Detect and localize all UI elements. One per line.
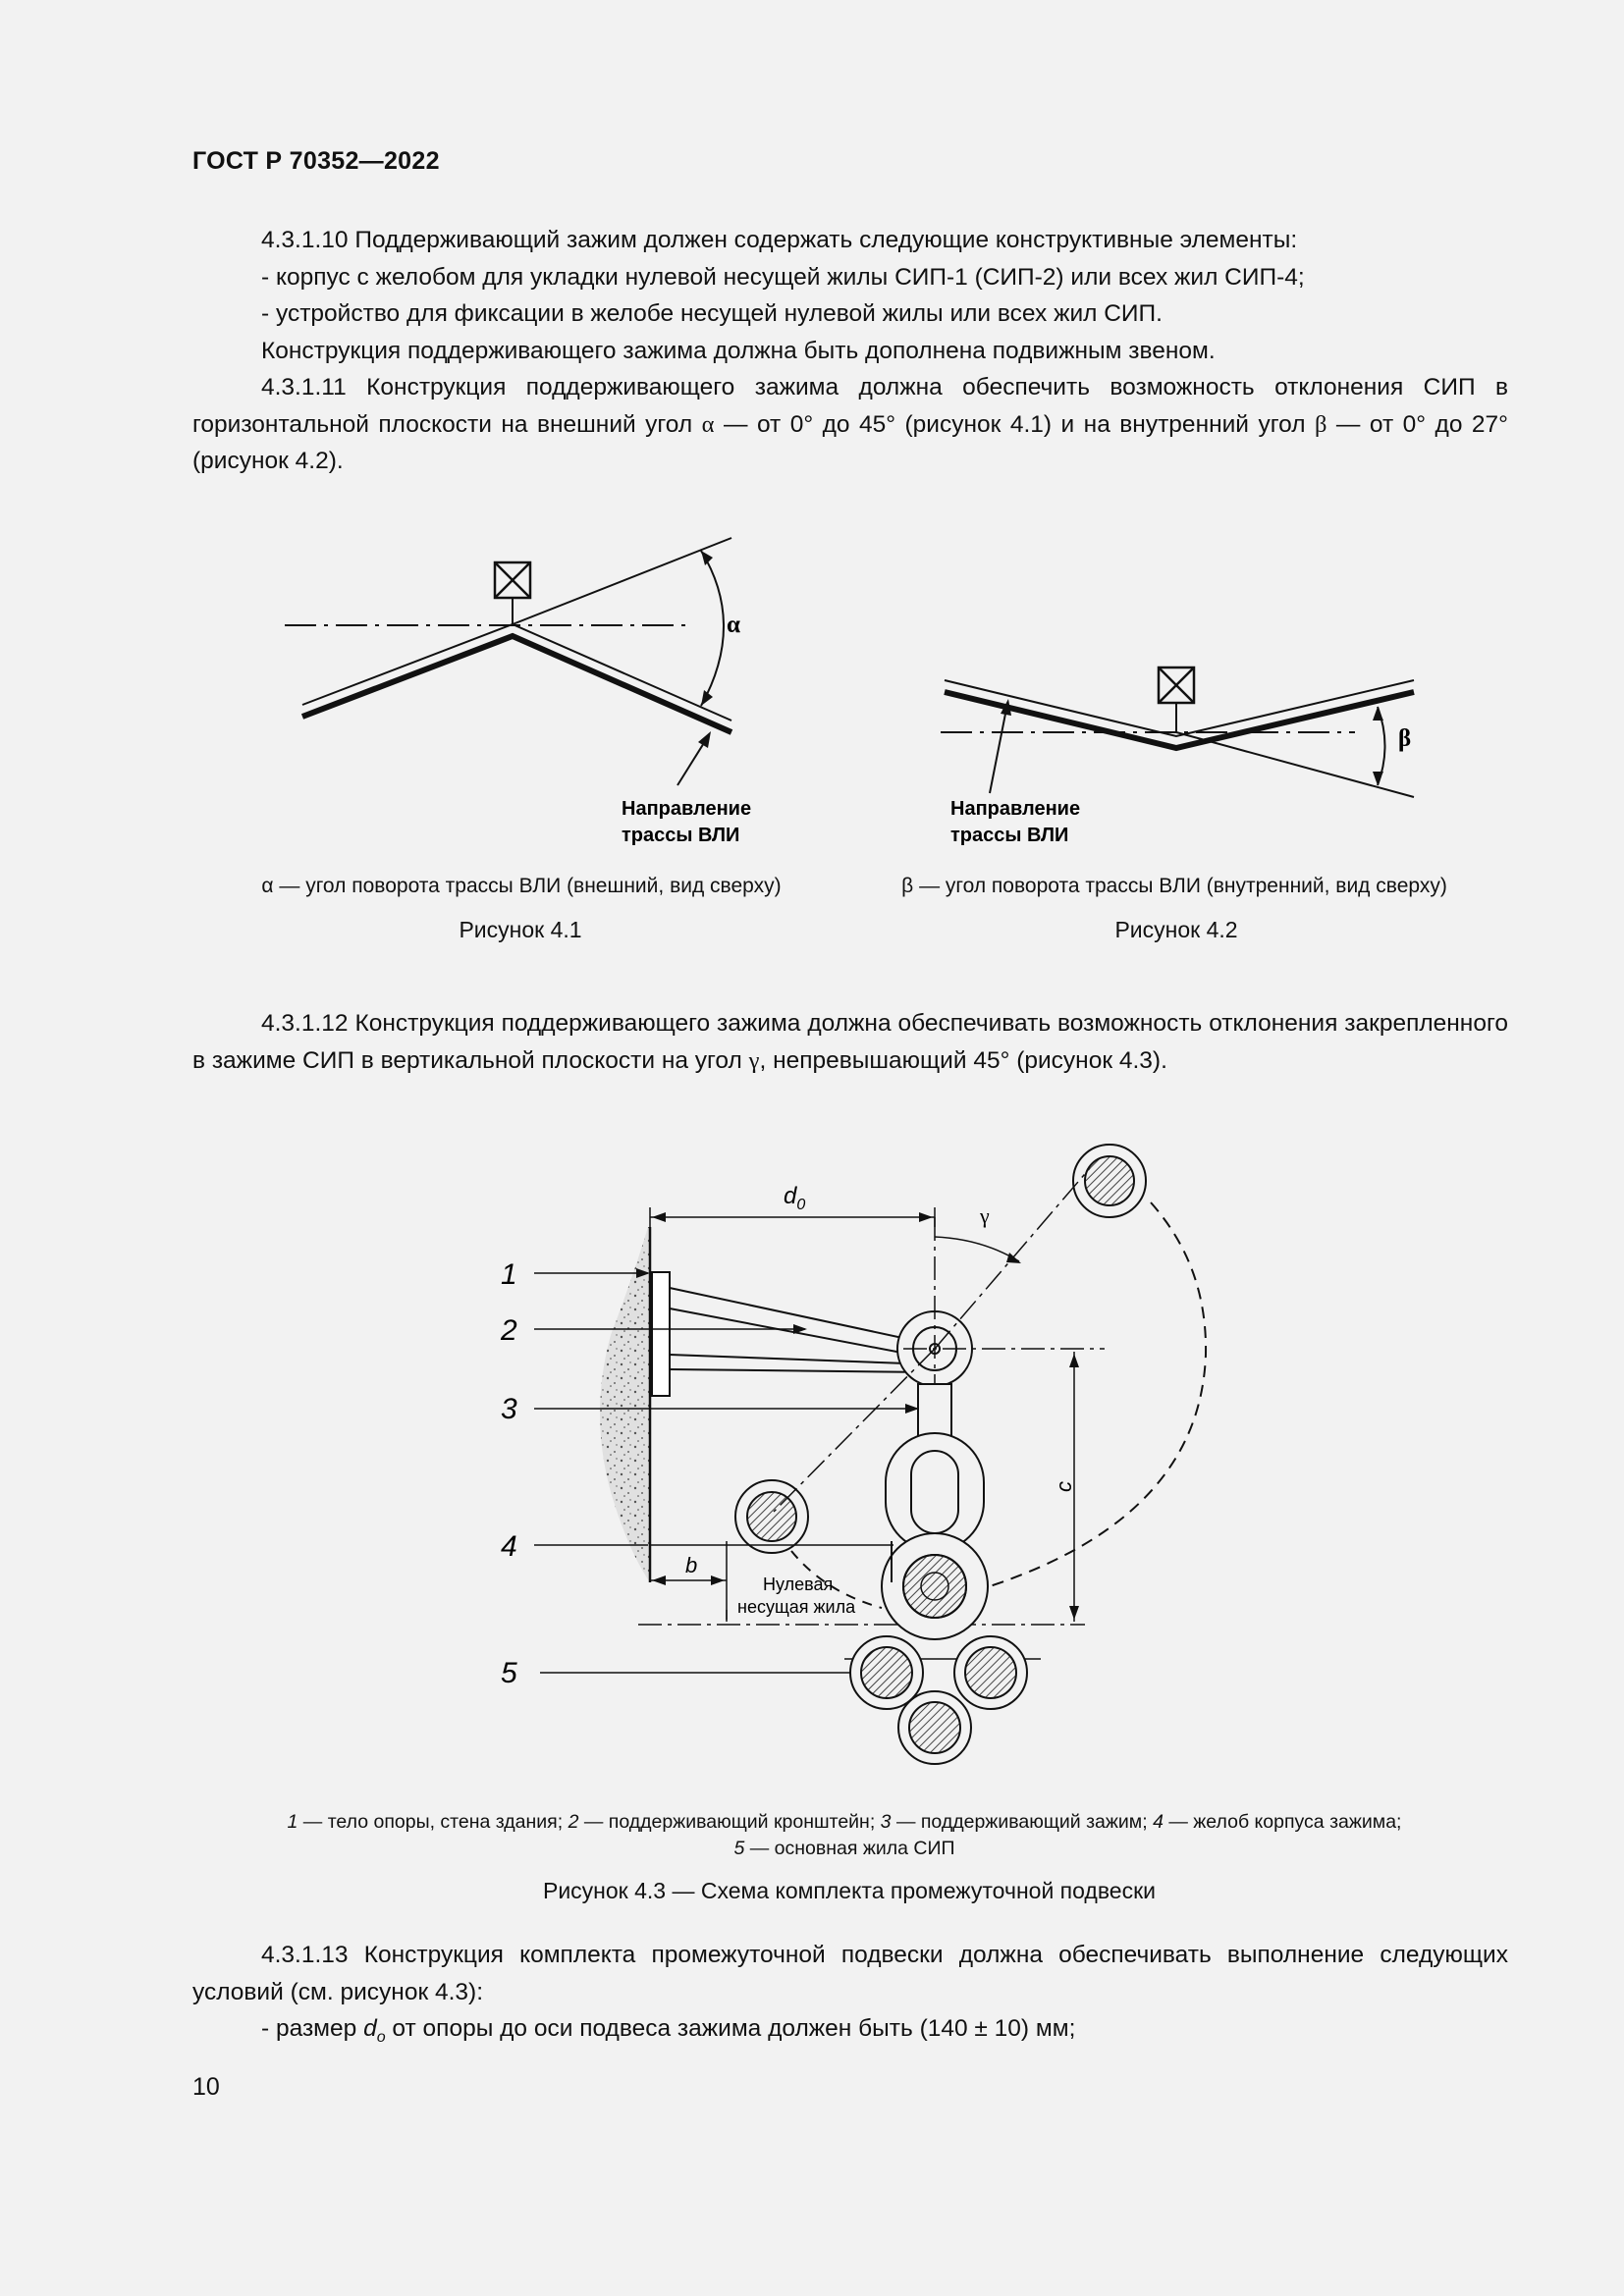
- alpha-symbol: α: [701, 410, 715, 438]
- para-4-3-1-10-note: Конструкция поддерживающего зажима должна быть дополнена подвижным звеном.: [261, 337, 1216, 364]
- fig43-swing-arc-right: [990, 1202, 1206, 1586]
- fig43-support-body: [600, 1227, 650, 1582]
- para-4-3-1-12-part-2: , непревышающий 45° (рисунок 4.3).: [759, 1046, 1167, 1074]
- para-4-3-1-13-intro: 4.3.1.13 Конструкция комплекта промежуточной подвески должна обеспечивать выполнение следующих условий (см. рисунок 4.3):: [192, 1942, 1508, 2005]
- fig43-number-2: 2: [501, 1314, 517, 1347]
- fig41-direction-arrow: [677, 738, 707, 785]
- figure-4-2-drawing: [941, 667, 1414, 797]
- page-number: 10: [192, 2073, 220, 2101]
- para-4-3-1-11-part-2: — от 0° до 45° (рисунок 4.1) и на внутренний угол: [714, 410, 1315, 438]
- fig43-bracket-lower: [670, 1355, 933, 1364]
- text-block-middle: [192, 1005, 1508, 1079]
- fig43-neutral-core: [903, 1555, 966, 1618]
- fig42-reference-line: [1176, 732, 1414, 797]
- figure-4-1-drawing: [285, 538, 731, 785]
- fig43-main-core-right: [954, 1636, 1027, 1709]
- fig43-bracket-plate: [652, 1272, 670, 1396]
- fig42-direction-label-2: трассы ВЛИ: [950, 825, 1069, 846]
- fig43-movable-link-outer: [886, 1433, 984, 1551]
- para-4-3-1-11-part-3: — от 0° до 27° (рисунок 4.2).: [192, 410, 1508, 474]
- fig43-gamma-line: [935, 1168, 1090, 1349]
- fig43-bracket-upper: [670, 1288, 935, 1345]
- fig42-beta-label: β: [1398, 725, 1412, 752]
- fig43-movable-link-inner: [911, 1451, 958, 1533]
- fig42-cable-line-thick: [945, 692, 1414, 748]
- fig41-alpha-arc: [701, 551, 724, 706]
- para-4-3-1-13-item-1: - размер $d_o$ от опоры до оси подвеса зажима должен быть (140 ± 10) мм;: [261, 2015, 1076, 2046]
- fig43-gamma-arc: [935, 1237, 1019, 1261]
- fig43-cable-upper: [1073, 1145, 1146, 1217]
- fig43-legend: 1 — тело опоры, стена здания; 2 — поддерживающий кронштейн; 3 — поддерживающий зажим; 4 — желоб корпуса зажима; 5 — основная жила СИП: [287, 1811, 1402, 1859]
- fig43-pivot-inner: [913, 1327, 956, 1370]
- para-4-3-1-11-part-1: 4.3.1.11 Конструкция поддерживающего зажима должна обеспечить возможность отклонения СИП в горизонтальной плоскости на внешний угол: [192, 374, 1508, 438]
- fig42-direction-arrow: [990, 709, 1006, 793]
- para-4-3-1-10-item-2: - устройство для фиксации в желобе несущей нулевой жилы или всех жил СИП.: [261, 300, 1163, 327]
- fig43-swing-arc-left: [791, 1551, 882, 1608]
- para-4-3-1-10-intro: 4.3.1.10 Поддерживающий зажим должен содержать следующие конструктивные элементы:: [261, 227, 1298, 253]
- fig43-number-1: 1: [501, 1258, 517, 1291]
- fig41-reference-line: [513, 538, 731, 624]
- fig41-legend: α — угол поворота трассы ВЛИ (внешний, вид сверху): [261, 875, 782, 897]
- gamma-symbol: γ: [748, 1046, 760, 1074]
- text-block-bottom: [192, 1937, 1508, 2056]
- fig43-main-core-left: [850, 1636, 923, 1709]
- fig43-neutral-label-1: Нулевая: [763, 1575, 834, 1594]
- fig43-clamp-body: [882, 1533, 988, 1639]
- fig41-direction-label-2: трассы ВЛИ: [622, 825, 740, 846]
- fig43-number-3: 3: [501, 1393, 517, 1425]
- fig43-number-5: 5: [501, 1657, 517, 1689]
- fig41-caption: Рисунок 4.1: [459, 917, 582, 942]
- fig43-pivot-outer: [897, 1311, 972, 1386]
- fig43-caption: Рисунок 4.3 — Схема комплекта промежуточной подвески: [542, 1878, 1157, 1903]
- beta-symbol: β: [1314, 410, 1327, 438]
- para-4-3-1-12: [192, 1005, 1508, 1079]
- document-code-header: ГОСТ Р 70352—2022: [192, 147, 440, 175]
- para-4-3-1-10-item-1: - корпус с желобом для укладки нулевой несущей жилы СИП-1 (СИП-2) или всех жил СИП-4;: [261, 263, 1305, 291]
- fig43-main-core-bottom: [898, 1691, 971, 1764]
- fig43-d0-label: $d_0$: [784, 1183, 806, 1213]
- para-4-3-1-12-part-1: 4.3.1.12 Конструкция поддерживающего зажима должна обеспечивать возможность отклонения закрепленного в зажиме СИП в вертикальной плоскости на угол: [192, 1010, 1508, 1074]
- fig43-neutral-label-2: несущая жила: [737, 1597, 856, 1617]
- fig41-cable-line-thick: [302, 636, 731, 732]
- figures-4-1-4-2: [0, 0, 1624, 982]
- fig43-link: [918, 1384, 951, 1443]
- fig42-direction-label-1: Направление: [950, 798, 1081, 820]
- fig42-legend: β — угол поворота трассы ВЛИ (внутренний, вид сверху): [901, 875, 1447, 897]
- fig43-c-label: c: [1052, 1481, 1076, 1492]
- fig43-cable-left: [735, 1480, 808, 1553]
- fig43-b-label: b: [685, 1553, 698, 1577]
- fig41-direction-label-1: Направление: [622, 798, 752, 820]
- fig43-gamma-label: γ: [980, 1203, 990, 1228]
- fig43-number-4: 4: [501, 1530, 517, 1563]
- fig41-alpha-label: α: [727, 612, 740, 638]
- fig42-caption: Рисунок 4.2: [1114, 917, 1238, 942]
